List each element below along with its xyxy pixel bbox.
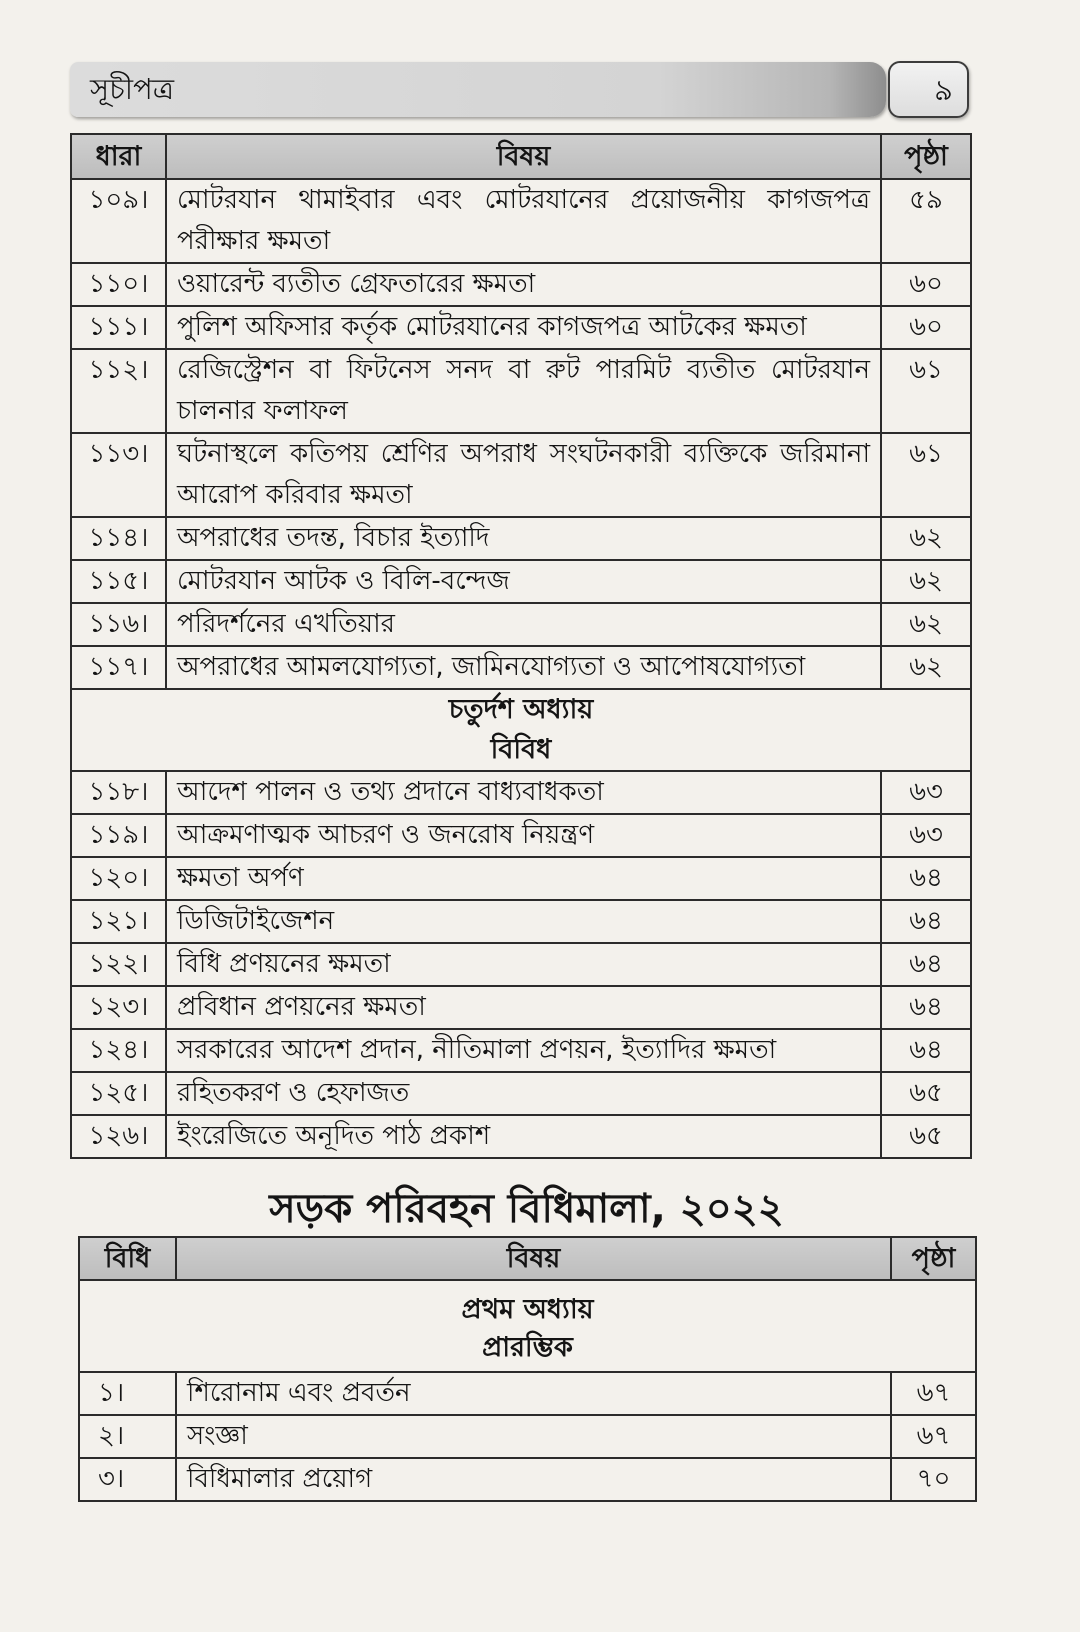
entry-subject: পুলিশ অফিসার কর্তৃক মোটরযানের কাগজপত্র আটকের ক্ষমতা bbox=[166, 306, 881, 349]
entry-subject: সরকারের আদেশ প্রদান, নীতিমালা প্রণয়ন, ইত্যাদির ক্ষমতা bbox=[166, 1029, 881, 1072]
table-row bbox=[71, 1029, 971, 1072]
column-header-page: পৃষ্ঠা bbox=[881, 134, 971, 179]
table-row bbox=[79, 1458, 976, 1501]
entry-subject: শিরোনাম এবং প্রবর্তন bbox=[176, 1372, 891, 1415]
entry-subject: ডিজিটাইজেশন bbox=[166, 900, 881, 943]
chapter-heading-row bbox=[79, 1280, 976, 1372]
section-number: ১২২। bbox=[71, 943, 166, 986]
section-number: ১২৫। bbox=[71, 1072, 166, 1115]
entry-subject: বিধি প্রণয়নের ক্ষমতা bbox=[166, 943, 881, 986]
table-row bbox=[79, 1415, 976, 1458]
page-number: ৯ bbox=[934, 73, 953, 107]
table-row bbox=[71, 1115, 971, 1158]
section-number: ১২১। bbox=[71, 900, 166, 943]
section-number: ১১৮। bbox=[71, 771, 166, 814]
table-row bbox=[71, 306, 971, 349]
chapter-number: প্রথম অধ্যায় bbox=[461, 1294, 594, 1325]
entry-page: ৬৪ bbox=[881, 857, 971, 900]
entry-page: ৬৪ bbox=[881, 986, 971, 1029]
section-number: ১১১। bbox=[71, 306, 166, 349]
entry-page: ৬৫ bbox=[881, 1072, 971, 1115]
entry-subject: ওয়ারেন্ট ব্যতীত গ্রেফতারের ক্ষমতা bbox=[166, 263, 881, 306]
table-row bbox=[71, 986, 971, 1029]
table-row bbox=[71, 646, 971, 689]
entry-subject: রহিতকরণ ও হেফাজত bbox=[166, 1072, 881, 1115]
entry-subject: অপরাধের আমলযোগ্যতা, জামিনযোগ্যতা ও আপোষযোগ্যতা bbox=[166, 646, 881, 689]
rules-title: সড়ক পরিবহন বিধিমালা, ২০২২ bbox=[269, 1186, 784, 1232]
section-number: ১১০। bbox=[71, 263, 166, 306]
table-row bbox=[71, 814, 971, 857]
table-row bbox=[71, 857, 971, 900]
section-number: ১১৫। bbox=[71, 560, 166, 603]
entry-page: ৬৭ bbox=[891, 1372, 976, 1415]
entry-subject: সংজ্ঞা bbox=[176, 1415, 891, 1458]
entry-page: ৬১ bbox=[881, 349, 971, 433]
rule-number: ১। bbox=[79, 1372, 176, 1415]
rules-contents-table bbox=[78, 1236, 977, 1502]
entry-subject: মোটরযান থামাইবার এবং মোটরযানের প্রয়োজনীয় কাগজপত্র পরীক্ষার ক্ষমতা bbox=[166, 179, 881, 263]
entry-subject: অপরাধের তদন্ত, বিচার ইত্যাদি bbox=[166, 517, 881, 560]
chapter-name: প্রারম্ভিক bbox=[482, 1332, 573, 1363]
table-row bbox=[79, 1372, 976, 1415]
page-title: সূচীপত্র bbox=[90, 72, 175, 106]
table-row bbox=[71, 560, 971, 603]
entry-subject: ক্ষমতা অর্পণ bbox=[166, 857, 881, 900]
entry-page: ৬৩ bbox=[881, 814, 971, 857]
column-header-subject: বিষয় bbox=[176, 1237, 891, 1280]
act-contents-table bbox=[70, 133, 972, 1159]
entry-page: ৬২ bbox=[881, 646, 971, 689]
section-number: ১২০। bbox=[71, 857, 166, 900]
section-number: ১১৪। bbox=[71, 517, 166, 560]
section-number: ১১৭। bbox=[71, 646, 166, 689]
chapter-name: বিবিধ bbox=[490, 734, 552, 765]
section-number: ১২৪। bbox=[71, 1029, 166, 1072]
entry-subject: রেজিস্ট্রেশন বা ফিটনেস সনদ বা রুট পারমিট ব্যতীত মোটরযান চালনার ফলাফল bbox=[166, 349, 881, 433]
header-banner bbox=[70, 62, 886, 117]
section-number: ১১২। bbox=[71, 349, 166, 433]
table-row bbox=[71, 433, 971, 517]
rule-number: ৩। bbox=[79, 1458, 176, 1501]
chapter-number: চতুর্দশ অধ্যায় bbox=[448, 694, 594, 725]
entry-subject: পরিদর্শনের এখতিয়ার bbox=[166, 603, 881, 646]
chapter-heading-row bbox=[71, 689, 971, 771]
chapter-heading bbox=[71, 689, 971, 771]
rule-number: ২। bbox=[79, 1415, 176, 1458]
table-row bbox=[71, 517, 971, 560]
section-number: ১০৯। bbox=[71, 179, 166, 263]
entry-page: ৬৭ bbox=[891, 1415, 976, 1458]
entry-page: ৬০ bbox=[881, 306, 971, 349]
entry-page: ৬১ bbox=[881, 433, 971, 517]
entry-page: ৬২ bbox=[881, 560, 971, 603]
section-number: ১২৩। bbox=[71, 986, 166, 1029]
section-number: ১১৩। bbox=[71, 433, 166, 517]
column-header-rule: বিধি bbox=[79, 1237, 176, 1280]
table-row bbox=[71, 900, 971, 943]
table-row bbox=[71, 603, 971, 646]
column-header-section: ধারা bbox=[71, 134, 166, 179]
entry-page: ৭০ bbox=[891, 1458, 976, 1501]
entry-page: ৬৩ bbox=[881, 771, 971, 814]
table-row bbox=[71, 179, 971, 263]
entry-page: ৬৪ bbox=[881, 1029, 971, 1072]
table-row bbox=[71, 349, 971, 433]
entry-subject: ঘটনাস্থলে কতিপয় শ্রেণির অপরাধ সংঘটনকারী ব্যক্তিকে জরিমানা আরোপ করিবার ক্ষমতা bbox=[166, 433, 881, 517]
entry-page: ৫৯ bbox=[881, 179, 971, 263]
page-number-box bbox=[888, 61, 969, 118]
entry-page: ৬৫ bbox=[881, 1115, 971, 1158]
section-number: ১১৯। bbox=[71, 814, 166, 857]
table-header-row bbox=[71, 134, 971, 179]
section-number: ১১৬। bbox=[71, 603, 166, 646]
table-header-row bbox=[79, 1237, 976, 1280]
entry-page: ৬৪ bbox=[881, 900, 971, 943]
section-number: ১২৬। bbox=[71, 1115, 166, 1158]
entry-subject: প্রবিধান প্রণয়নের ক্ষমতা bbox=[166, 986, 881, 1029]
entry-subject: মোটরযান আটক ও বিলি-বন্দেজ bbox=[166, 560, 881, 603]
entry-subject: আক্রমণাত্মক আচরণ ও জনরোষ নিয়ন্ত্রণ bbox=[166, 814, 881, 857]
entry-page: ৬০ bbox=[881, 263, 971, 306]
table-row bbox=[71, 1072, 971, 1115]
column-header-subject: বিষয় bbox=[166, 134, 881, 179]
entry-page: ৬২ bbox=[881, 603, 971, 646]
chapter-heading bbox=[79, 1280, 976, 1372]
table-row bbox=[71, 771, 971, 814]
table-row bbox=[71, 943, 971, 986]
table-row bbox=[71, 263, 971, 306]
column-header-page: পৃষ্ঠা bbox=[891, 1237, 976, 1280]
entry-page: ৬৪ bbox=[881, 943, 971, 986]
entry-page: ৬২ bbox=[881, 517, 971, 560]
entry-subject: বিধিমালার প্রয়োগ bbox=[176, 1458, 891, 1501]
entry-subject: আদেশ পালন ও তথ্য প্রদানে বাধ্যবাধকতা bbox=[166, 771, 881, 814]
entry-subject: ইংরেজিতে অনূদিত পাঠ প্রকাশ bbox=[166, 1115, 881, 1158]
